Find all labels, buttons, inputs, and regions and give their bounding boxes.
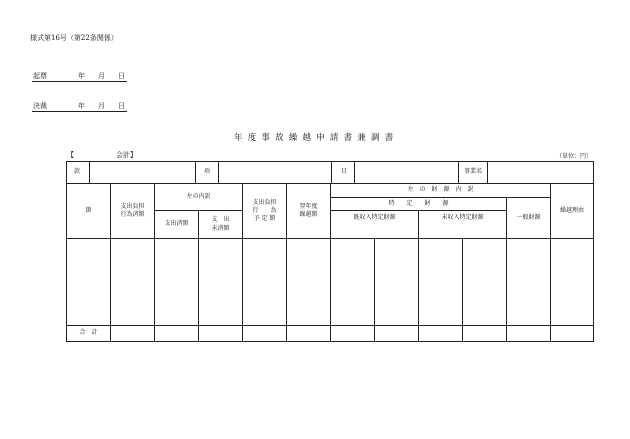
- hidari-uchiwake-header: 左の内訳: [155, 184, 243, 211]
- kian-month-label: 月: [98, 72, 105, 80]
- yokunendo-header: 翌年度 繰越額: [287, 184, 331, 239]
- kessai-underline: [32, 111, 127, 112]
- goukei-label: 合 計: [67, 326, 111, 342]
- document-title: 年度事故繰越申請書兼調書: [234, 133, 399, 143]
- kian-underline: [32, 81, 127, 82]
- mishuu-header: 未収入特定財源: [419, 211, 507, 239]
- ippan-header: 一般財源: [507, 198, 551, 239]
- shishutsu-mizumi-header: 支 出 未済額: [199, 211, 243, 239]
- shishutsu-zumi-header: 支出済額: [155, 211, 199, 239]
- shishutsu-futan-header: 支出負担 行為済額: [111, 184, 155, 239]
- kian-label: 起票: [33, 72, 47, 80]
- riyuu-header: 繰越理由: [551, 184, 594, 239]
- shishutsu-yotei-header: 支出負担 行 為 予 定 額: [243, 184, 287, 239]
- jigyou-label: 事業名: [464, 168, 483, 175]
- kou-label: 項: [204, 168, 211, 175]
- kian-year-label: 年: [78, 72, 85, 80]
- zaigen-uchiwake-header: 左 の 財 源 内 訳: [331, 184, 551, 198]
- total-row: [67, 326, 594, 342]
- form-number: 様式第16号（第22条関係）: [30, 34, 118, 42]
- table-row: [67, 239, 594, 326]
- account-label: 会計】: [116, 151, 137, 159]
- bracket-open: 【: [67, 151, 74, 159]
- setsu-header: 節: [67, 184, 111, 239]
- kessai-year-label: 年: [78, 102, 85, 110]
- kessai-day-label: 日: [118, 102, 125, 110]
- application-table: [66, 161, 594, 342]
- kishuu-header: 既収入特定財源: [331, 211, 419, 239]
- tokutei-zaigen-header: 特 定 財 源: [331, 198, 507, 211]
- kessai-month-label: 月: [98, 102, 105, 110]
- kessai-label: 決裁: [33, 102, 47, 110]
- kan-label: 款: [74, 168, 81, 175]
- moku-label: 目: [341, 168, 348, 175]
- unit-note: （単位：円）: [556, 153, 593, 160]
- kian-day-label: 日: [118, 72, 125, 80]
